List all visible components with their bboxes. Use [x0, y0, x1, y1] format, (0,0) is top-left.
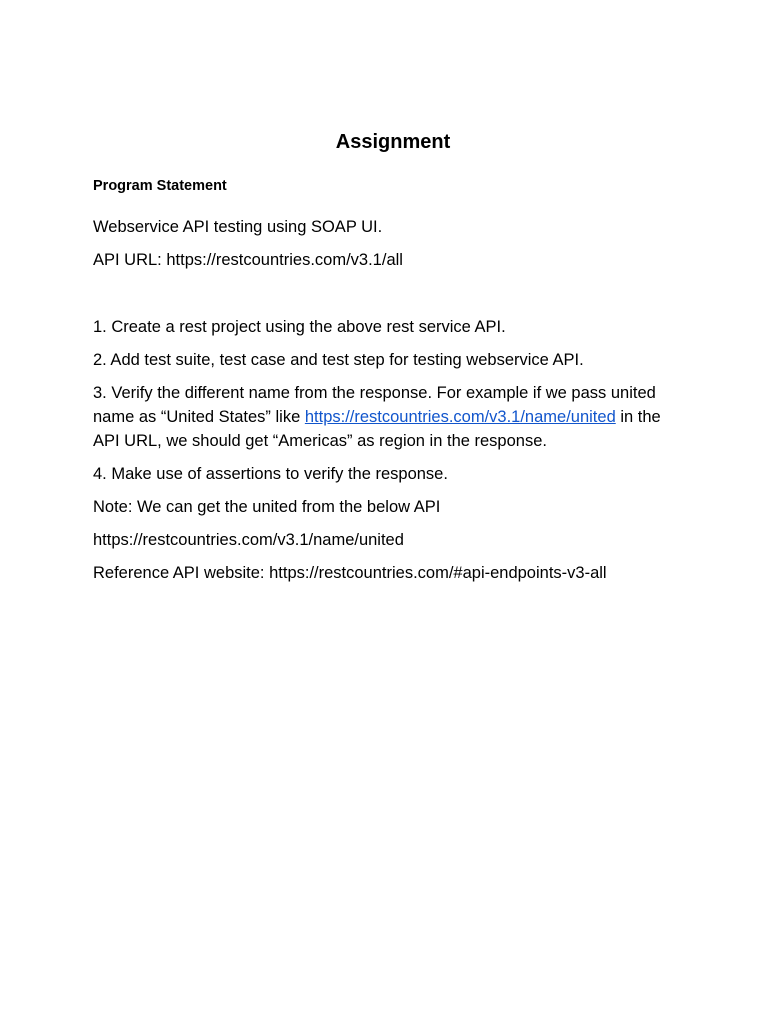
note-paragraph: Note: We can get the united from the below API: [93, 498, 441, 516]
step-3: [93, 381, 683, 453]
document-body: [93, 128, 683, 585]
document-title: Assignment: [335, 131, 451, 153]
api-url-paragraph: API URL: https://restcountries.com/v3.1/all: [93, 251, 403, 269]
section-heading: Program Statement: [93, 178, 227, 194]
step-3-text-after: in the API URL, we should get “Americas” as region in the response.: [93, 408, 661, 450]
reference-paragraph: Reference API website: https://restcountries.com/#api-endpoints-v3-all: [93, 564, 607, 582]
note-url-paragraph: https://restcountries.com/v3.1/name/united: [93, 531, 404, 549]
step-2: 2. Add test suite, test case and test step for testing webservice API.: [93, 351, 584, 369]
step-1: 1. Create a rest project using the above rest service API.: [93, 318, 506, 336]
intro-paragraph: Webservice API testing using SOAP UI.: [93, 218, 383, 236]
step-3-text-before: 3. Verify the different name from the response. For example if we pass united name as “United States” like: [93, 384, 656, 426]
example-api-link[interactable]: https://restcountries.com/v3.1/name/united: [304, 408, 616, 426]
step-4: 4. Make use of assertions to verify the response.: [93, 465, 448, 483]
